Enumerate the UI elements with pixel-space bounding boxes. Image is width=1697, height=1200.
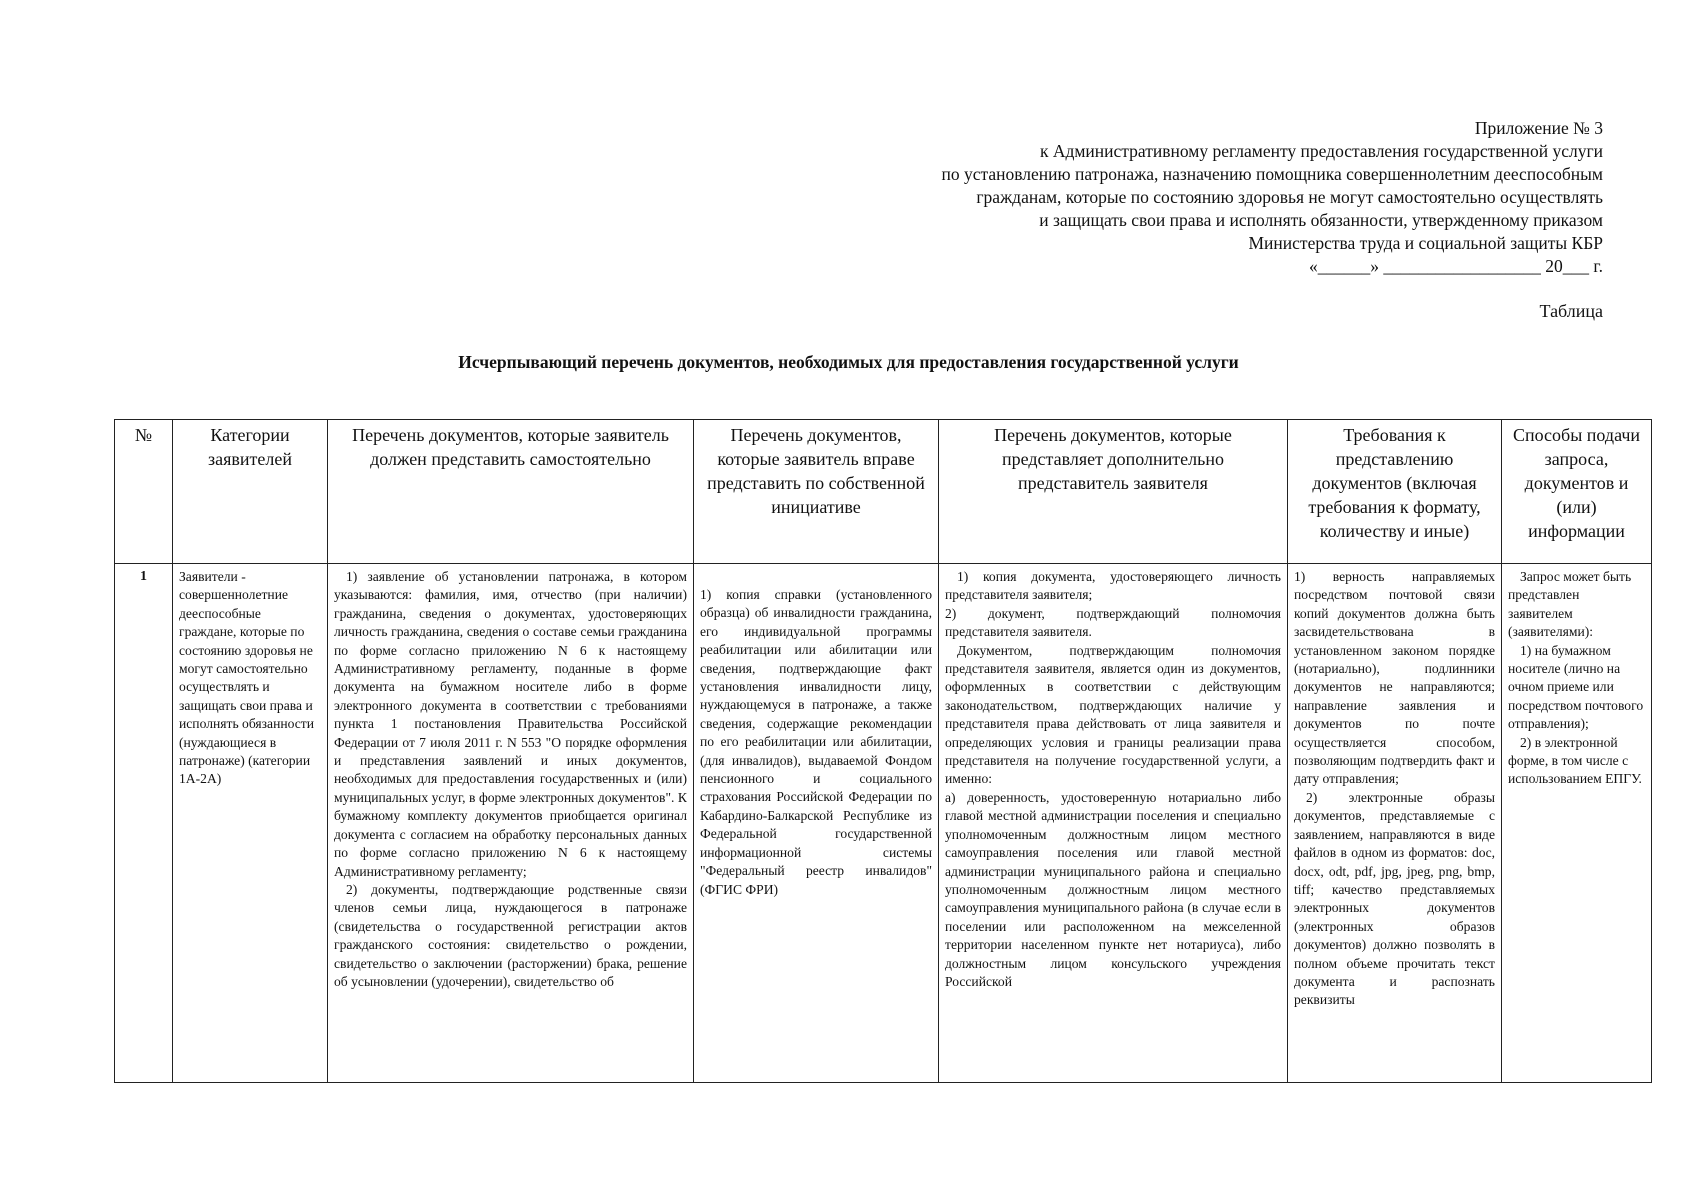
representative-item: а) доверенность, удостоверенную нотариально либо главой местной администрации поселения и специально уполномоченным должностным лицом местного самоуправления поселения или главой местной администрации муниципального района и специально уполномоченным должностным лицом местного самоуправления муниципального района (в случае если в поселении или расположенном на межселенной территории населенном пункте нет нотариуса), либо должностным лицом консульского учреждения Российской [945,789,1281,989]
representative-item: Документом, подтверждающим полномочия представителя заявителя, является один из документов, оформленных в соответствии с действующим законодательством, подтверждающих наличие у представителя права действовать от лица заявителя и определяющих условия и границы реализации права представителя на получение государственной услуги, а именно: [945,642,1281,787]
applicant-category: Заявители - совершеннолетние дееспособные граждане, которые по состоянию здоровья не могут самостоятельно осуществлять и защищать свои права и исполнять обязанности (нуждающиеся в патронаже) (категории 1А-2А) [173,564,328,1083]
methods-item: 1) на бумажном носителе (лично на очном приеме или посредством почтового отправления); [1508,642,1644,732]
requirements-cell [1288,564,1502,1083]
submission-methods-cell [1502,564,1652,1083]
table-row [115,564,1652,1083]
cell-spacer [700,568,932,586]
mandatory-documents-cell [328,564,694,1083]
annex-line: Министерства труда и социальной защиты КБР [1248,233,1603,253]
methods-item: Запрос может быть представлен заявителем (заявителями): [1508,569,1632,640]
requirements-item: 1) верность направляемых посредством почтовой связи копий документов должна быть засвидетельствована в установленном законом порядке (нотариально), подлинники документов не направляются; направление заявления и документов по почте осуществляется способом, позволяющим подтвердить факт и дату отправления; [1294,569,1495,787]
documents-table [114,419,1652,1083]
annex-header [942,117,1604,278]
table-label: Таблица [1539,301,1603,321]
annex-date-line: «______» __________________ 20___ г. [1309,256,1603,276]
requirements-item: 2) электронные образы документов, представляемые с заявлением, направляются в виде файлов в одном из форматов: doc, docx, odt, pdf, jpg, jpeg, png, bmp, tiff; качество представляемых электронных документов (электронных образов документов) должно позволять в полном объеме прочитать текст документа и распознать реквизиты [1294,789,1495,1008]
header-submission-methods: Способы подачи запроса, документов и (или) информации [1502,420,1652,564]
representative-item: 1) копия документа, удостоверяющего личность представителя заявителя; [945,569,1281,603]
row-number: 1 [115,564,173,1083]
header-mandatory-documents: Перечень документов, которые заявитель должен представить самостоятельно [328,420,694,564]
annex-line: по установлению патронажа, назначению помощника совершеннолетним дееспособным [941,164,1603,184]
header-categories: Категории заявителей [173,420,328,564]
representative-documents-cell [939,564,1288,1083]
mandatory-item: 2) документы, подтверждающие родственные связи членов семьи лица, нуждающегося в патронаже (свидетельства о государственной регистрации актов гражданского состояния: свидетельство о рождении, свидетельство о заключении (расторжении) брака, решение об усыновлении (удочерении), свидетельство об [334,881,687,989]
header-requirements: Требования к представлению документов (включая требования к формату, количеству и иные) [1288,420,1502,564]
header-initiative-documents: Перечень документов, которые заявитель вправе представить по собственной инициативе [694,420,939,564]
annex-line: к Административному регламенту предоставления государственной услуги [1039,141,1603,161]
document-title: Исчерпывающий перечень документов, необходимых для предоставления государственной услуги [458,352,1239,372]
mandatory-item: 1) заявление об установлении патронажа, в котором указываются: фамилия, имя, отчество (при наличии) гражданина, сведения о документах, удостоверяющих личность гражданина, сведения о составе семьи гражданина по форме согласно приложению N 6 к настоящему Административному регламенту, поданные в форме документа на бумажном носителе либо в форме электронного документа в соответствии с требованиями пункта 1 постановления Правительства Российской Федерации от 7 июля 2011 г. N 553 "О порядке оформления и представления заявлений и иных документов, необходимых для предоставления государственных и (или) муниципальных услуг, в форме электронных документов". К бумажному комплекту документов приобщается оригинал документа с согласием на обработку персональных данных по форме согласно приложению N 6 к настоящему Административному регламенту; [334,569,687,879]
annex-line: гражданам, которые по состоянию здоровья не могут самостоятельно осуществлять [976,187,1603,207]
methods-item: 2) в электронной форме, в том числе с использованием ЕПГУ. [1508,734,1642,787]
header-representative-documents: Перечень документов, которые представляет дополнительно представитель заявителя [939,420,1288,564]
annex-number: Приложение № 3 [1474,118,1603,138]
header-number: № [115,420,173,564]
annex-line: и защищать свои права и исполнять обязанности, утвержденному приказом [1039,210,1603,230]
initiative-item: 1) копия справки (установленного образца) об инвалидности гражданина, его индивидуальной программы реабилитации или абилитации или сведения, подтверждающие факт установления инвалидности лицу, нуждающемуся в патронаже, а также сведения, содержащие рекомендации по его реабилитации или абилитации, (для инвалидов), выдаваемой Фондом пенсионного и социального страхования Российской Федерации по Кабардино-Балкарской Республике из Федеральной государственной информационной системы "Федеральный реестр инвалидов" (ФГИС ФРИ) [700,587,932,897]
table-header-row [115,420,1652,564]
initiative-documents-cell [694,564,939,1083]
representative-item: 2) документ, подтверждающий полномочия представителя заявителя. [945,605,1281,640]
